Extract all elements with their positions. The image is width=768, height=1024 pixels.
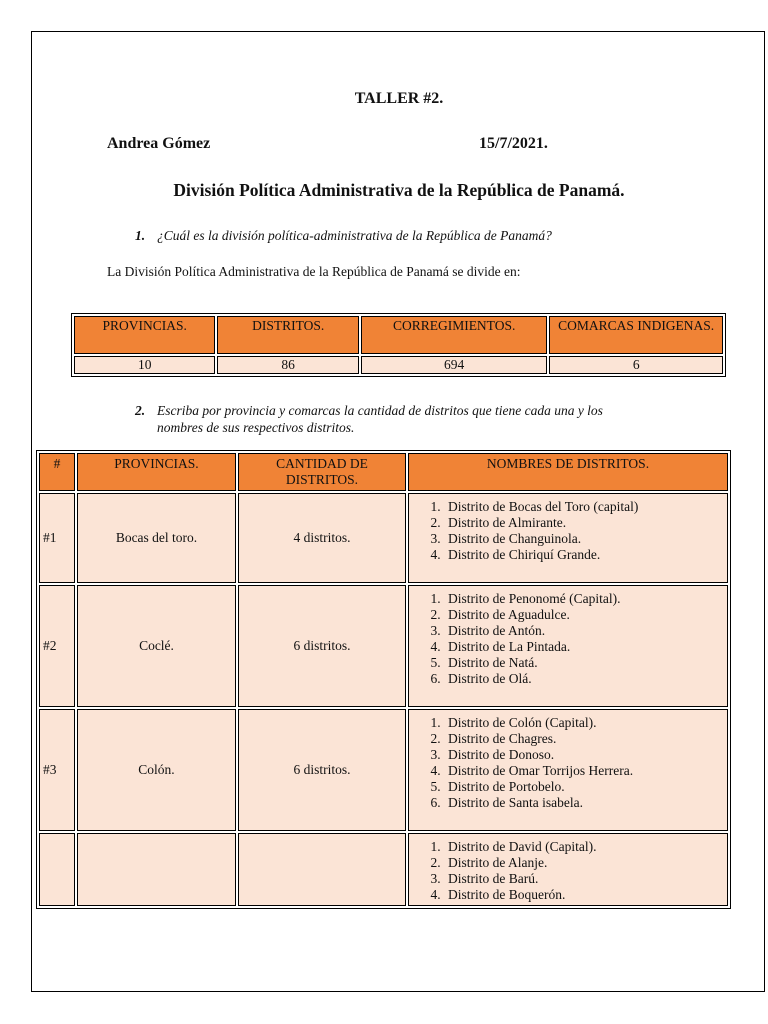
district-count: 4 distritos. (238, 493, 406, 583)
question-2 (135, 402, 715, 436)
summary-value-cell: 86 (217, 356, 358, 374)
list-item: 2. Distrito de Chagres. (444, 731, 724, 747)
summary-header-cell: COMARCAS INDIGENAS. (549, 316, 723, 354)
list-item: 2. Distrito de Aguadulce. (444, 607, 724, 623)
summary-value-cell: 694 (361, 356, 547, 374)
list-item: 4. Distrito de Omar Torrijos Herrera. (444, 763, 724, 779)
province-name: Bocas del toro. (77, 493, 236, 583)
row-number: #3 (39, 709, 75, 831)
table-row (39, 585, 728, 707)
list-item: 1. Distrito de Colón (Capital). (444, 715, 724, 731)
question-2-text-line2: nombres de sus respectivos distritos. (157, 420, 355, 435)
list-item: 3. Distrito de Changuinola. (444, 531, 724, 547)
summary-header-cell: CORREGIMIENTOS. (361, 316, 547, 354)
list-item: 5. Distrito de Natá. (444, 655, 724, 671)
table-row (39, 833, 728, 906)
province-name (77, 833, 236, 906)
list-item: 6. Distrito de Olá. (444, 671, 724, 687)
list-item: 4. Distrito de La Pintada. (444, 639, 724, 655)
question-2-text-line1: Escriba por provincia y comarcas la cantidad de distritos que tiene cada una y los (157, 403, 603, 418)
list-item: 2. Distrito de Alanje. (444, 855, 724, 871)
summary-header-row (74, 316, 723, 354)
list-item: 3. Distrito de Barú. (444, 871, 724, 887)
question-2-number: 2. (135, 403, 146, 418)
districts-header-row (39, 453, 728, 491)
row-number: #1 (39, 493, 75, 583)
author-name: Andrea Gómez (107, 135, 211, 152)
list-item: 3. Distrito de Donoso. (444, 747, 724, 763)
list-item: 6. Distrito de Santa isabela. (444, 795, 724, 811)
summary-value-cell: 10 (74, 356, 215, 374)
district-names (408, 585, 728, 707)
districts-header-cell: CANTIDAD DE DISTRITOS. (238, 453, 406, 491)
document-page (31, 31, 765, 992)
districts-header-cell: NOMBRES DE DISTRITOS. (408, 453, 728, 491)
question-1-text: ¿Cuál es la división política-administrativa de la República de Panamá? (157, 228, 552, 243)
list-item: 3. Distrito de Antón. (444, 623, 724, 639)
document-date: 15/7/2021. (479, 135, 548, 152)
district-count: 6 distritos. (238, 709, 406, 831)
row-number: #2 (39, 585, 75, 707)
document-title: TALLER #2. (354, 90, 444, 107)
summary-header-cell: DISTRITOS. (217, 316, 358, 354)
question-1-number: 1. (135, 228, 146, 243)
list-item: 1. Distrito de Penonomé (Capital). (444, 591, 724, 607)
province-name: Coclé. (77, 585, 236, 707)
districts-table (36, 450, 731, 909)
intro-paragraph: La División Política Administrativa de la República de Panamá se divide en: (107, 264, 521, 279)
list-item: 1. Distrito de Bocas del Toro (capital) (444, 499, 724, 515)
table-row (39, 493, 728, 583)
districts-header-cell: # (39, 453, 75, 491)
list-item: 5. Distrito de Portobelo. (444, 779, 724, 795)
district-names (408, 493, 728, 583)
summary-header-cell: PROVINCIAS. (74, 316, 215, 354)
districts-header-cell: PROVINCIAS. (77, 453, 236, 491)
row-number (39, 833, 75, 906)
list-item: 2. Distrito de Almirante. (444, 515, 724, 531)
province-name: Colón. (77, 709, 236, 831)
district-names (408, 833, 728, 906)
district-count: 6 distritos. (238, 585, 406, 707)
district-names (408, 709, 728, 831)
list-item: 1. Distrito de David (Capital). (444, 839, 724, 855)
question-1 (135, 228, 552, 244)
summary-table (71, 313, 726, 377)
list-item: 4. Distrito de Boquerón. (444, 887, 724, 903)
document-subtitle: División Política Administrativa de la República de Panamá. (173, 180, 625, 200)
summary-value-cell: 6 (549, 356, 723, 374)
list-item: 4. Distrito de Chiriquí Grande. (444, 547, 724, 563)
summary-value-row (74, 356, 723, 374)
district-count (238, 833, 406, 906)
table-row (39, 709, 728, 831)
